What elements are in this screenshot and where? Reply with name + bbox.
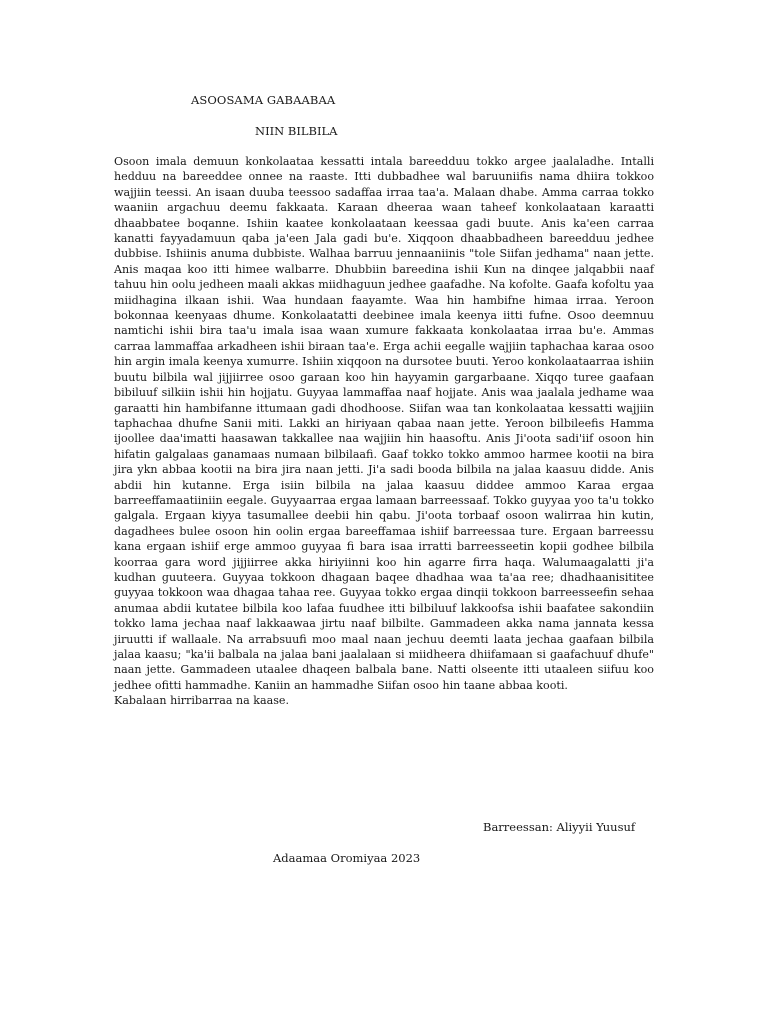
- author-credit: Barreessan: Aliyyii Yuusuf: [483, 820, 636, 834]
- story-closing-line: Kabalaan hirribarraa na kaase.: [114, 694, 290, 708]
- story-title: ASOOSAMA GABAABAA: [191, 93, 336, 107]
- story-paragraph: Osoon imala demuun konkolaataa kessatti intala bareedduu tokko argee jaalaladhe. Intalli hedduu na bareeddee onnee na raaste. Itti dubbadhee wal baruuniifis nama dhiira tokkoo wajjiin teessi. An isaan duuba teessoo sadaffaa irraa taa'a. Malaan dhabe. Amma carraa tokko waaniin argachuu deemu fakkaata. Karaan dheeraa waan taheef konkolaataan karaatti dhaabbatee boqanne. Ishiin kaatee konkolaataan keessaa gadi buute. Anis ka'een carraa kanatti fayyadamuun qaba ja'een Jala gadi bu'e. Xiqqoon dhaabbadheen bareedduu jedhee dubbise. Ishiinis anuma dubbiste. Walhaa barruu jennaaniinis "tole Siifan jedhama" naan jette. Anis maqaa koo itti himee walbarre. Dhubbiin bareedina ishii Kun na dinqee jalqabbii naaf tahuu hin oolu jedheen maali akkas miidhaguun jedhee gaafadhe. Na kofolte. Gaafa kofoltu yaa miidhagina ilkaan ishii. Waa hundaan faayamte. Waa hin hambifne himaa irraa. Yeroon bokonnaa keenyaas dhume. Konkolaatatti deebinee imala keenya iitti fufne. Osoo deemnuu namtichi ishii bira taa'u imala isaa waan xumure fakkaata konkolaataa irraa bu'e. Ammas carraa lammaffaa arkadheen ishii biraan taa'e. Erga achii eegalle wajjiin taphachaa karaa osoo hin argin imala keenya xumurre. Ishiin xiqqoon na dursotee buuti. Yeroo konkolaataarraa ishiin buutu bilbila wal jijjiirree osoo garaan koo hin hayyamin gargarbaane. Xiqqo turee gaafaan bibiluuf silkiin ishii hin hojjatu. Guyyaa lammaffaa naaf hojjate. Anis waa jaalala jedhame waa garaatti hin hambifanne ittumaan gadi dhodhoose. Siifan waa tan konkolaataa kessatti wajjiin taphachaa dhufne Sanii miti. Lakki an hiriyaan qabaa naan jette. Yeroon bilbileefis Hamma ijoollee daa'imatti haasawan takkallee naa wajjiin hin haasoftu. Anis Ji'oota sadi'iif osoon hin hifatin galgalaas ganamaas numaan bilbilaafi. Gaaf tokko tokko ammoo harmee kootii na bira jira ykn abbaa kootii na bira jira naan jetti. Ji'a sadi booda bilbila na jalaa kaasuu didde. Anis abdii hin kutanne. Erga isiin bilbila na jalaa kaasuu diddee ammoo Karaa ergaa barreeffamaatiiniin eegale. Guyyaarraa ergaa lamaan barreessaaf. Tokko guyyaa yoo ta'u tokko galgala. Ergaan kiyya tasumallee deebii hin qabu. Ji'oota torbaaf osoon walirraa hin kutin, dagadhees bulee osoon hin oolin ergaa bareeffamaa ishiif barreessaa ture. Ergaan barreessu kana ergaan ishiif erge ammoo guyyaa fi bara isaa irratti barreesseetin kopii godhee bilbila koorraa gara word jijjiirree akka hiriyiinni koo hin agarre firra haqa. Walumaagalatti ji'a kudhan guuteera. Guyyaa tokkoon dhagaan baqee dhadhaa waa ta'aa ree; dhadhaanisititee guyyaa tokkoon waa dhagaa tahaa ree. Guyyaa tokko ergaa dinqii tokkoon barreesseefin sehaa anumaa abdii kutatee bilbila koo lafaa fuudhee itti bilbiluuf lakkoofsa ishii baafatee sakondiin tokko lama jechaa naaf lakkaawaa jirtu naaf bilbilte. Gammadeen akka nama jannata kessa jiruutti if wallaale. Na arrabsuufi moo maal naan jechuu deemti laata jechaa gaafaan bilbila jalaa kaasu; "ka'ii balbala na jalaa bani jaalalaan si miidheera dhiifamaan si gaafachuuf dhufe" naan jette. Gammadeen utaalee dhaqeen balbala bane. Natti olseente itti utaaleen siifuu koo jedhee ofitti hammadhe. Kaniin an hammadhe Siifan osoo hin taane abbaa kooti.: [114, 155, 654, 692]
- story-body: [114, 154, 654, 709]
- story-subtitle: NIIN BILBILA: [255, 124, 338, 138]
- place-and-year: Adaamaa Oromiyaa 2023: [273, 851, 421, 865]
